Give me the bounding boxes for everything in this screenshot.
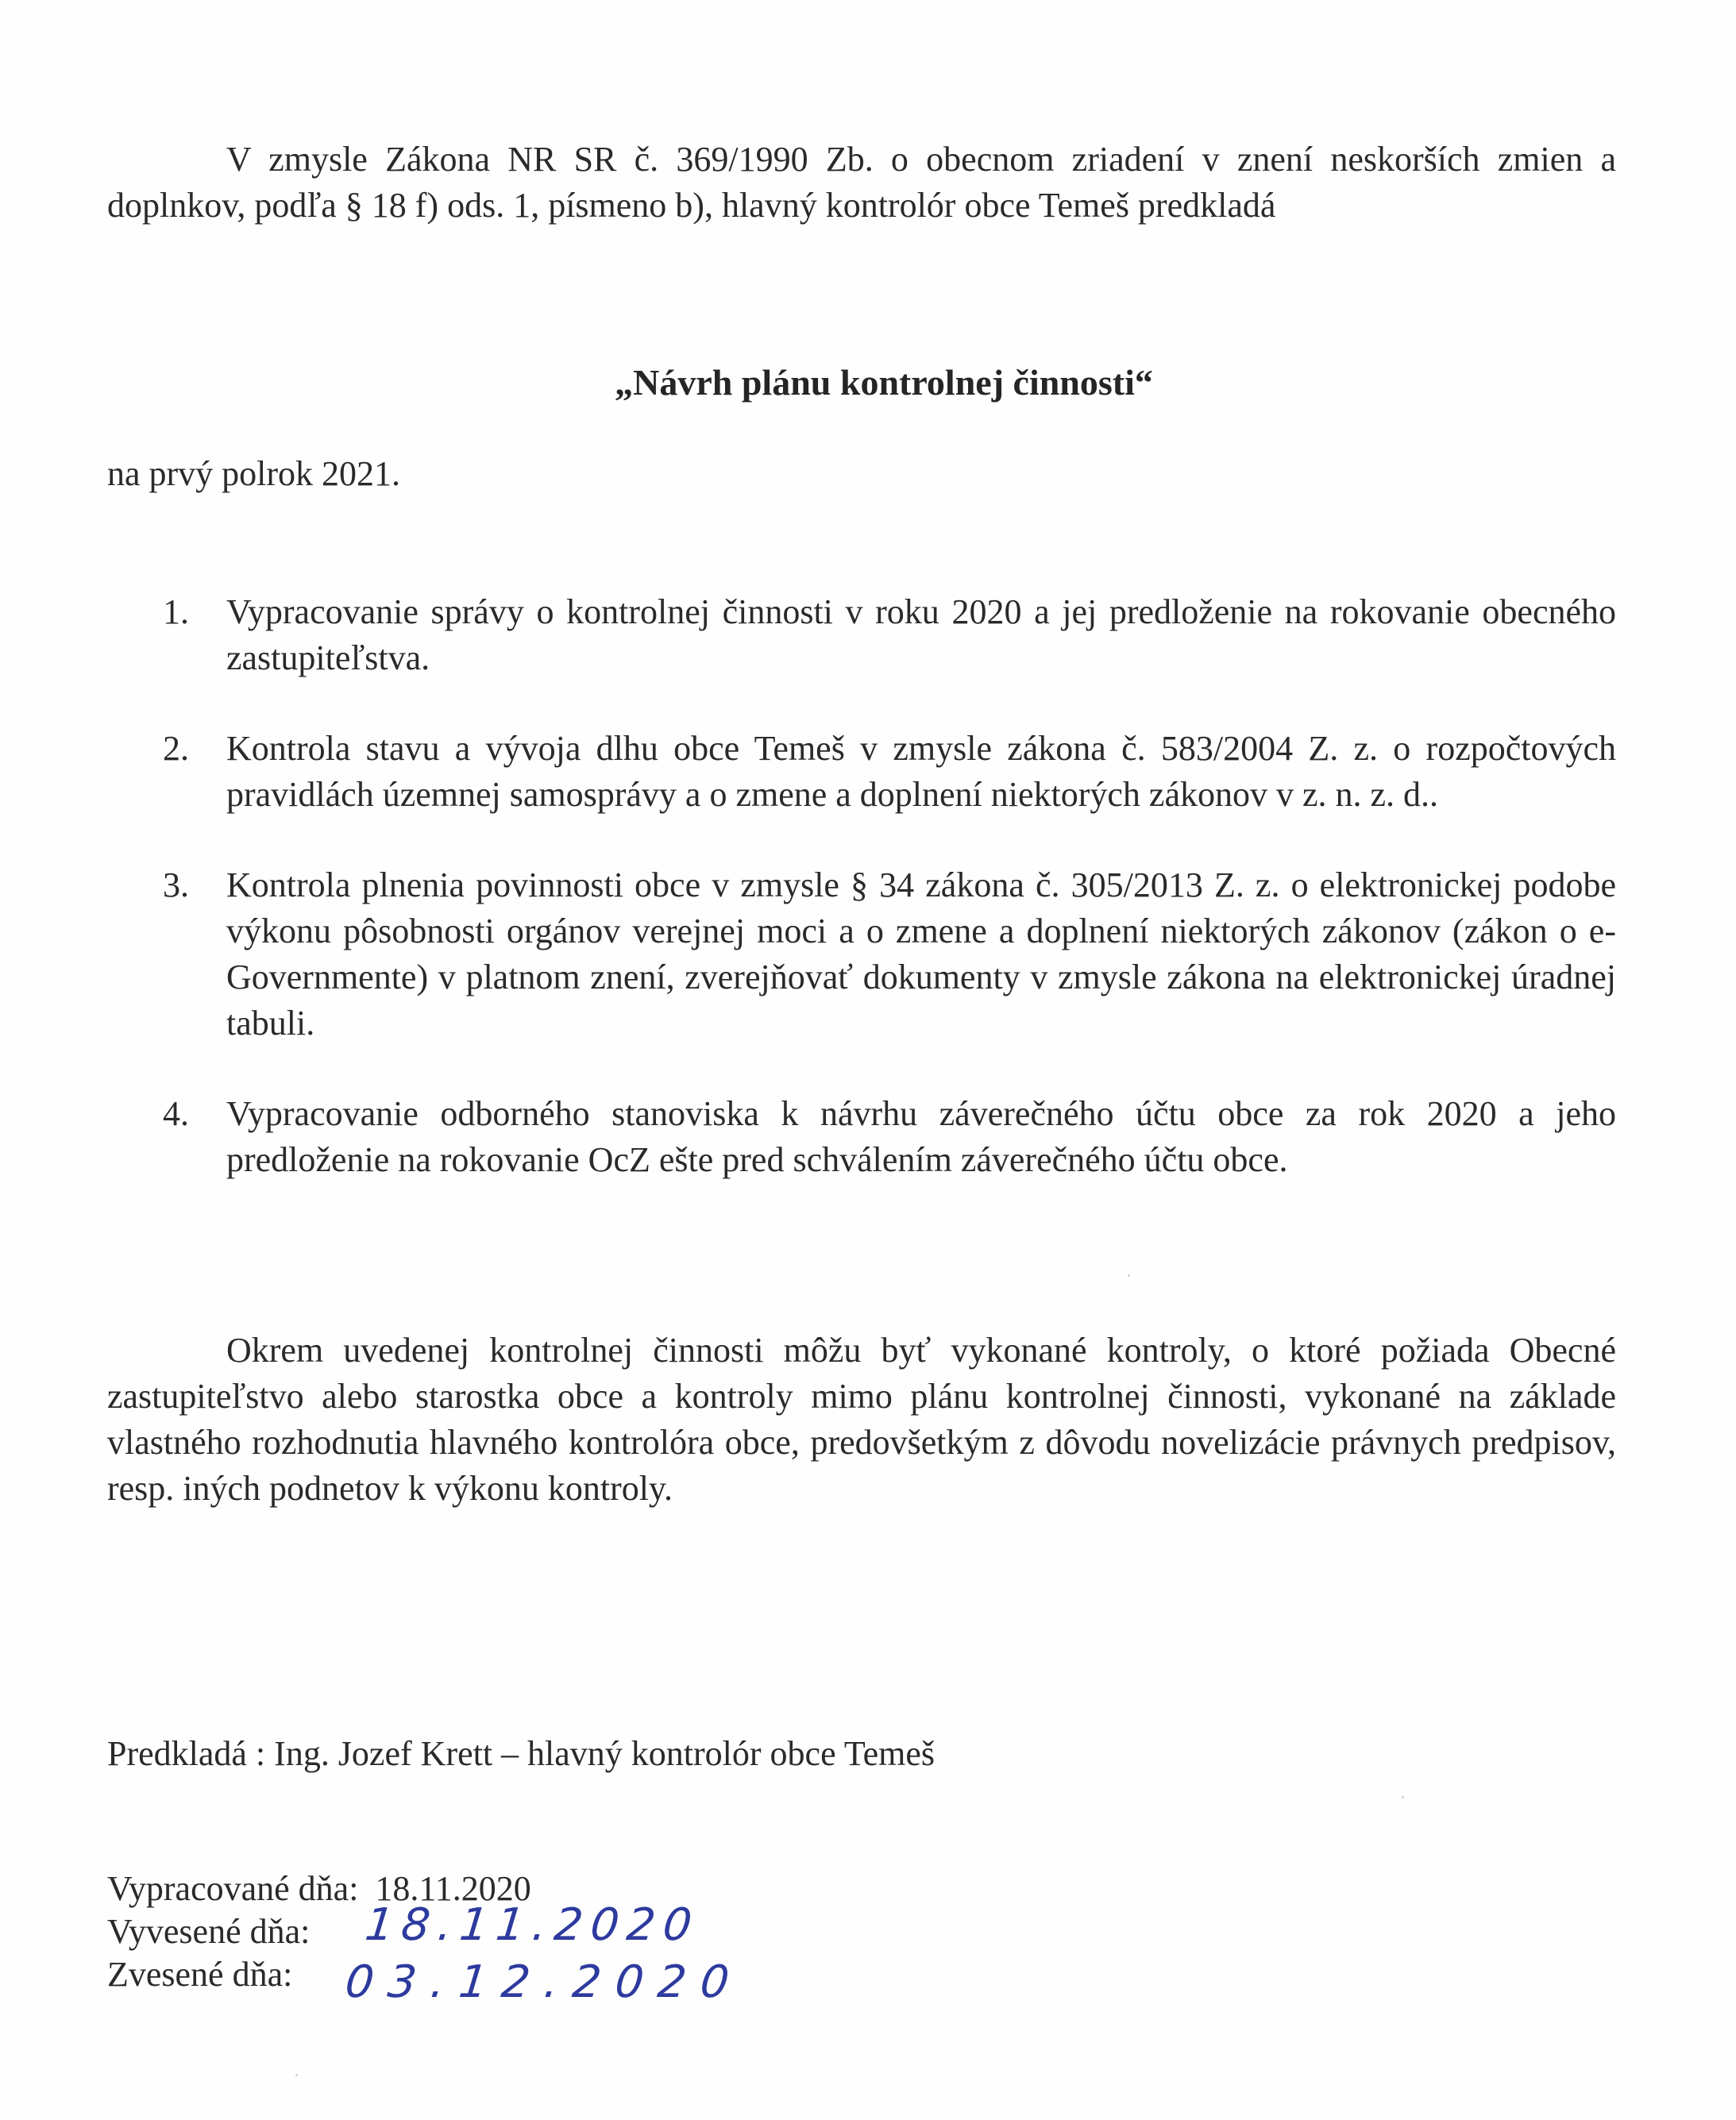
submitter-line: Predkladá : Ing. Jozef Krett – hlavný kontrolór obce Temeš (107, 1734, 936, 1773)
intro-paragraph: V zmysle Zákona NR SR č. 369/1990 Zb. o obecnom zriadení v znení neskorších zmien a doplnkov, podľa § 18 f) ods. 1, písmeno b), hlavný kontrolór obce Temeš predkladá (107, 140, 1616, 225)
list-item-number: 4. (163, 1094, 189, 1133)
list-item (163, 726, 1616, 818)
list-item (163, 1091, 1616, 1183)
list-item-text: Vypracovanie správy o kontrolnej činnosti v roku 2020 a jej predloženie na rokovanie obecného zastupiteľstva. (226, 592, 1616, 677)
removed-date-label: Zvesené dňa: (107, 1955, 293, 1994)
document-subtitle: na prvý polrok 2021. (107, 454, 401, 493)
list-item (163, 862, 1616, 1047)
removed-date-row (107, 1953, 746, 2008)
list-item-number: 2. (163, 729, 189, 768)
scan-speck (1128, 1274, 1130, 1277)
scan-speck (295, 2074, 298, 2076)
scan-speck (1402, 1796, 1404, 1798)
dates-block (107, 1868, 746, 2008)
removed-date-handwritten: 03.12.2020 (342, 1956, 746, 2008)
prepared-date-value: 18.11.2020 (375, 1869, 531, 1908)
posted-date-label: Vyvesené dňa: (107, 1912, 311, 1951)
posted-date-row (107, 1899, 703, 1953)
control-plan-list (163, 589, 1616, 1228)
list-item (163, 589, 1616, 681)
list-item-number: 3. (163, 865, 189, 904)
prepared-date-label: Vypracované dňa: (107, 1869, 359, 1908)
closing-paragraph: Okrem uvedenej kontrolnej činnosti môžu byť vykonané kontroly, o ktoré požiada Obecné zastupiteľstvo alebo starostka obce a kontroly mimo plánu kontrolnej činnosti, vykonané na základe vlastného rozhodnutia hlavného kontrolóra obce, predovšetkým z dôvodu novelizácie právnych predpisov, resp. iných podnetov k výkonu kontroly. (107, 1331, 1616, 1508)
list-item-number: 1. (163, 592, 189, 631)
list-item-text: Kontrola plnenia povinnosti obce v zmysle § 34 zákona č. 305/2013 Z. z. o elektronickej podobe výkonu pôsobnosti orgánov verejnej moci a o zmene a doplnení niektorých zákonov (zákon o e-Governmente) v platnom znení, zverejňovať dokumenty v zmysle zákona na elektronickej úradnej tabuli. (226, 865, 1616, 1043)
posted-date-handwritten: 18.11.2020 (362, 1899, 703, 1951)
document-title: „Návrh plánu kontrolnej činnosti“ (615, 362, 1153, 403)
list-item-text: Kontrola stavu a vývoja dlhu obce Temeš v zmysle zákona č. 583/2004 Z. z. o rozpočtových pravidlách územnej samosprávy a o zmene a doplnení niektorých zákonov v z. n. z. d.. (226, 729, 1616, 814)
list-item-text: Vypracovanie odborného stanoviska k návrhu záverečného účtu obce za rok 2020 a jeho predloženie na rokovanie OcZ ešte pred schválením záverečného účtu obce. (226, 1094, 1616, 1179)
